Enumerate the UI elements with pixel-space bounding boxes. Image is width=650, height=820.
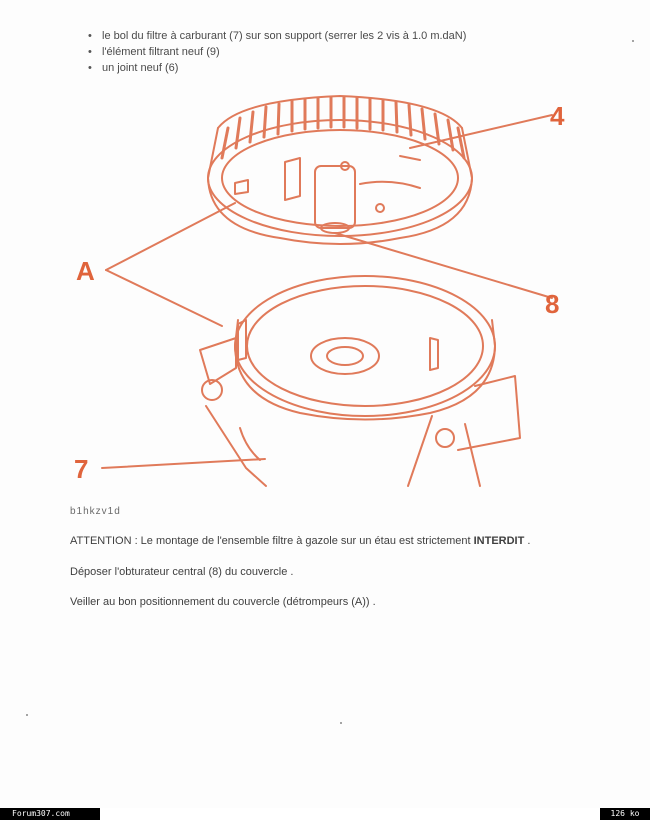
filter-bowl <box>200 276 520 486</box>
callout-7: 7 <box>74 454 89 484</box>
callout-8: 8 <box>545 289 560 319</box>
scan-speck <box>26 714 28 716</box>
warning-emphasis: INTERDIT <box>473 535 525 547</box>
list-item: • le bol du filtre à carburant (7) sur son support (serrer les 2 vis à 1.0 m.daN) <box>88 28 466 44</box>
footer-size-label: 126 ko <box>600 808 650 820</box>
list-item: • l'élément filtrant neuf (9) <box>88 44 466 60</box>
callout-a: A <box>76 256 95 286</box>
scan-speck <box>632 40 634 42</box>
warning-suffix: . <box>524 535 531 547</box>
cover-cap <box>208 96 472 244</box>
instruction-positioning: Veiller au bon positionnement du couvercle (détrompeurs (A)) . <box>70 596 376 608</box>
list-item: • un joint neuf (6) <box>88 60 466 76</box>
instruction-remove-plug: Déposer l'obturateur central (8) du couvercle . <box>70 566 294 578</box>
filter-cover-illustration <box>60 88 600 488</box>
figure-reference: b1hkzv1d <box>70 506 121 517</box>
callout-4: 4 <box>550 101 565 131</box>
footer-site-label: Forum307.com <box>0 808 100 820</box>
warning-text: ATTENTION : Le montage de l'ensemble filtre à gazole sur un étau est strictement <box>70 535 474 547</box>
scan-speck <box>340 722 342 724</box>
leader-lines <box>102 115 552 468</box>
warning-paragraph <box>70 535 530 547</box>
instruction-list <box>88 28 466 76</box>
